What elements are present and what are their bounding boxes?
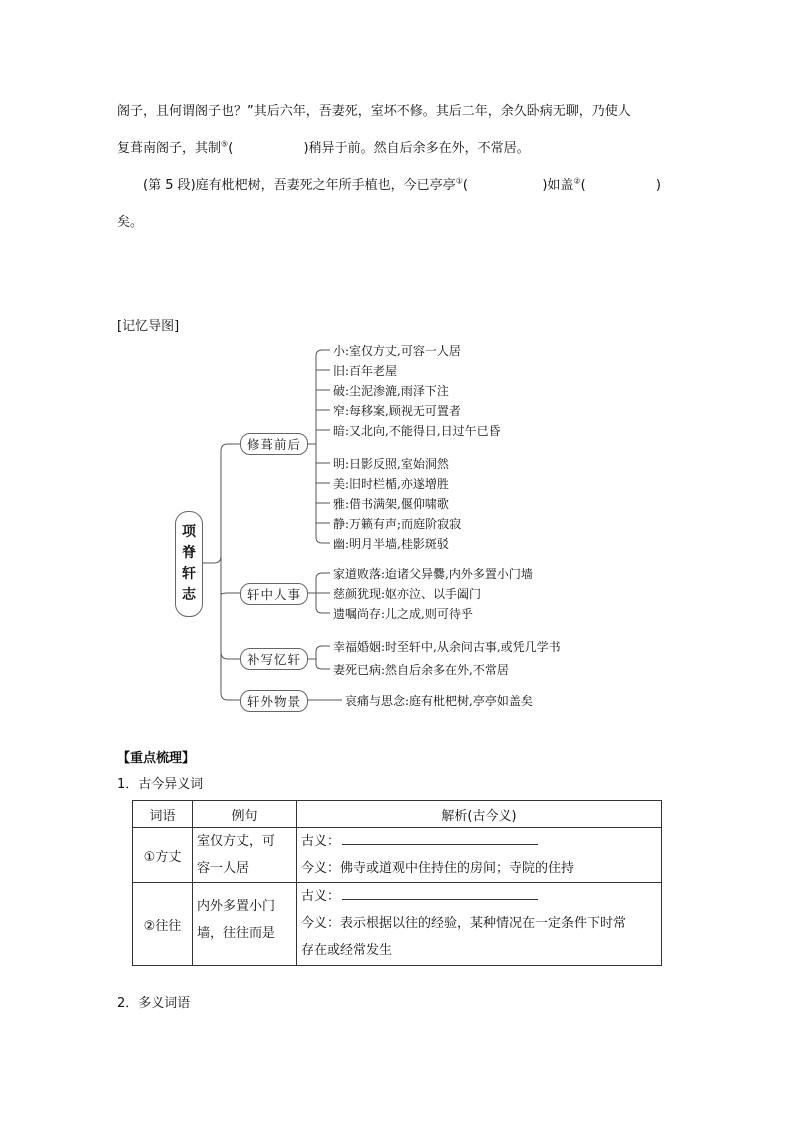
table-cell-word: ①方丈 — [133, 828, 193, 883]
vocab-table — [132, 800, 662, 966]
jin-meaning: 今义：佛寺或道观中住持住的房间；寺院的住持 — [301, 861, 575, 876]
footnote-marker: ⑤ — [221, 139, 229, 149]
mindmap-item: 旧:百年老屋 — [333, 364, 398, 378]
root-char: 脊 — [182, 545, 196, 561]
branch-xuanwai-wujing: 轩外物景 — [240, 690, 308, 712]
section-heading: 【重点梳理】 — [117, 751, 196, 766]
passage-text: ( )如盖 — [462, 178, 574, 193]
subsection-heading: 2．多义词语 — [117, 996, 191, 1011]
passage-text: ( ) — [580, 178, 661, 193]
answer-blank[interactable] — [342, 832, 538, 845]
mindmap-item: 幽:明月半墙,桂影斑驳 — [333, 537, 449, 551]
root-char: 轩 — [182, 566, 196, 582]
mindmap-item: 静:万籁有声;而庭阶寂寂 — [333, 517, 462, 531]
passage-text: ( )稍异于前。然自后余多在外，不常居。 — [228, 141, 530, 156]
table-header: 词语 — [133, 801, 193, 828]
passage-text: (第 5 段)庭有枇杷树，吾妻死之年所手植也，今已亭亭 — [143, 178, 456, 193]
mindmap-item: 明:日影反照,室始洞然 — [333, 457, 449, 471]
mindmap-item: 暗:又北向,不能得日,日过午已昏 — [333, 424, 501, 438]
footnote-marker: ① — [455, 176, 463, 186]
example-line: 室仅方丈，可 — [197, 834, 276, 849]
mindmap-item: 美:旧时栏楯,亦遂增胜 — [333, 477, 449, 491]
example-line: 墙，往往而是 — [197, 926, 276, 941]
mindmap-item: 幸福婚姻:时至轩中,从余问古事,或凭几学书 — [333, 640, 561, 654]
footnote-marker: ② — [573, 176, 581, 186]
passage-line-1: 阁子，且何谓阁子也？”其后六年，吾妻死，室坏不修。其后二年，余久卧病无聊，乃使人 — [117, 104, 631, 119]
table-cell-example — [193, 828, 297, 883]
mindmap-title: [记忆导图] — [117, 319, 180, 334]
root-char: 志 — [182, 587, 196, 603]
mindmap-item: 遗嘱尚存:儿之成,则可待乎 — [333, 607, 473, 621]
passage-line-4: 矣。 — [117, 215, 144, 230]
table-cell-word: ②往往 — [133, 883, 193, 966]
mindmap-item: 破:尘泥渗漉,雨泽下注 — [333, 384, 449, 398]
mindmap-item: 家道败落:迨诸父异爨,内外多置小门墙 — [333, 567, 533, 581]
example-line: 内外多置小门 — [197, 899, 276, 914]
passage-text: 复葺南阁子，其制 — [117, 141, 222, 156]
jin-meaning: 今义：表示根据以往的经验，某种情况在一定条件下时常 — [301, 916, 627, 931]
table-row — [133, 883, 662, 966]
mindmap-item: 妻死已病:然自后余多在外,不常居 — [333, 663, 509, 677]
gu-label: 古义： — [301, 834, 341, 849]
example-line: 容一人居 — [197, 861, 250, 876]
mindmap-item: 小:室仅方丈,可容一人居 — [333, 344, 461, 358]
jin-meaning: 存在或经常发生 — [301, 943, 393, 958]
gu-meaning — [301, 828, 657, 855]
branch-buxie-yixuan: 补写忆轩 — [240, 648, 308, 670]
gu-label: 古义： — [301, 889, 341, 904]
root-char: 项 — [182, 524, 196, 540]
table-row — [133, 828, 662, 883]
table-cell-example — [193, 883, 297, 966]
subsection-heading: 1．古今异义词 — [117, 777, 204, 792]
mindmap-item: 窄:每移案,顾视无可置者 — [333, 404, 461, 418]
table-cell-analysis — [297, 828, 662, 883]
mindmap-item: 雅:借书满架,偃仰啸歌 — [333, 497, 449, 511]
gu-meaning — [301, 883, 657, 910]
answer-blank[interactable] — [342, 887, 538, 900]
mindmap-item: 慈颜犹现:妪亦泣、以手阖门 — [333, 587, 482, 601]
table-header-row — [133, 801, 662, 828]
branch-xiuqi: 修葺前后 — [240, 433, 308, 455]
mindmap-item: 哀痛与思念:庭有枇杷树,亭亭如盖矣 — [345, 694, 533, 708]
table-header: 例句 — [193, 801, 297, 828]
branch-xuanzhong-renshi: 轩中人事 — [240, 583, 308, 605]
table-header: 解析(古今义) — [297, 801, 662, 828]
table-cell-analysis — [297, 883, 662, 966]
mindmap-root — [175, 511, 203, 617]
